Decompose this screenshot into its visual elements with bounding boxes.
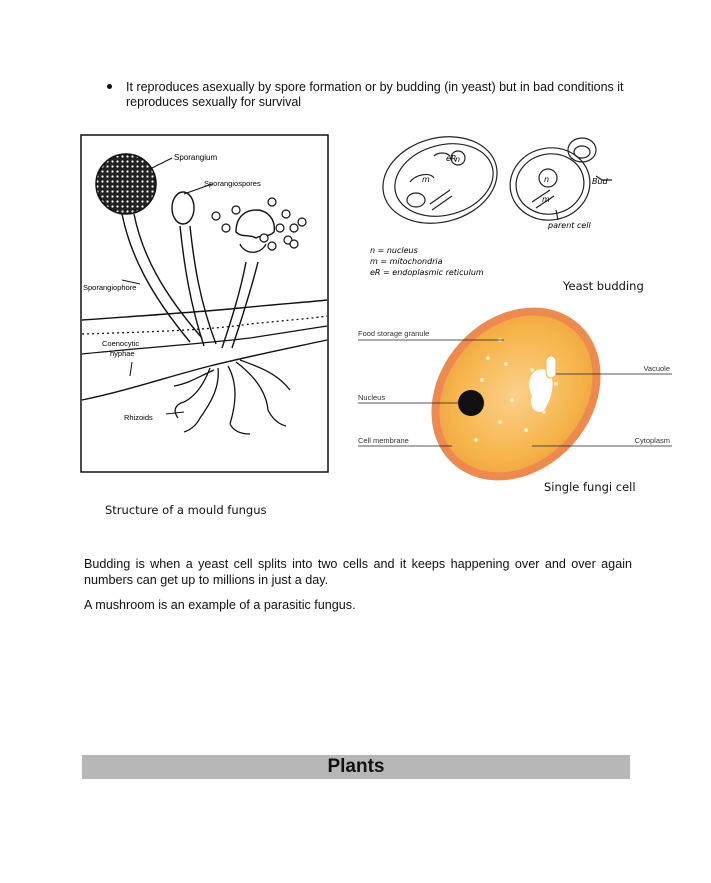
mushroom-paragraph: A mushroom is an example of a parasitic fungus.	[84, 598, 356, 612]
rhizoids-label: Rhizoids	[124, 413, 153, 422]
key-nucleus: n = nucleus	[370, 246, 418, 255]
yeast-m-mark-1: m	[422, 175, 430, 184]
yeast-m-mark-2: m	[542, 195, 550, 204]
vacuole-label: Vacuole	[643, 364, 670, 373]
fungi-cell-caption: Single fungi cell	[544, 480, 636, 494]
coenocytic-label: Coenocytic	[102, 339, 140, 348]
bud-label: Bud	[592, 177, 608, 186]
food-storage-label: Food storage granule	[358, 329, 430, 338]
yeast-n-mark-2: n	[544, 175, 550, 184]
yeast-budding-caption: Yeast budding	[563, 279, 644, 293]
cytoplasm-label: Cytoplasm	[634, 436, 670, 445]
sporangiophore-label: Sporangiophore	[83, 283, 137, 292]
fungi-cell-diagram	[356, 300, 676, 485]
section-heading-plants: Plants	[82, 755, 630, 779]
budding-paragraph: Budding is when a yeast cell splits into two cells and it keeps happening over and over again numbers can get up to millions in just a day.	[84, 557, 632, 587]
sporangiospores-label: Sporangiospores	[204, 179, 261, 188]
key-mitochondria: m = mitochondria	[370, 257, 443, 266]
mould-fungus-diagram	[80, 134, 330, 476]
mould-caption: Structure of a mould fungus	[105, 503, 267, 517]
yeast-budding-diagram	[360, 130, 650, 282]
nucleus-label: Nucleus	[358, 393, 386, 402]
cell-membrane-label: Cell membrane	[358, 436, 409, 445]
bullet-icon	[107, 84, 112, 89]
bullet-text: It reproduces asexually by spore formation or by budding (in yeast) but in bad conditions it reproduces sexually for survival	[126, 80, 624, 109]
key-er: eR = endoplasmic reticulum	[370, 268, 484, 277]
parent-cell-label: parent cell	[548, 221, 591, 230]
yeast-er-mark: eR	[446, 154, 457, 163]
yeast-n-mark: n	[455, 155, 461, 164]
sporangium-label: Sporangium	[174, 153, 218, 162]
hyphae-label: hyphae	[110, 349, 135, 358]
